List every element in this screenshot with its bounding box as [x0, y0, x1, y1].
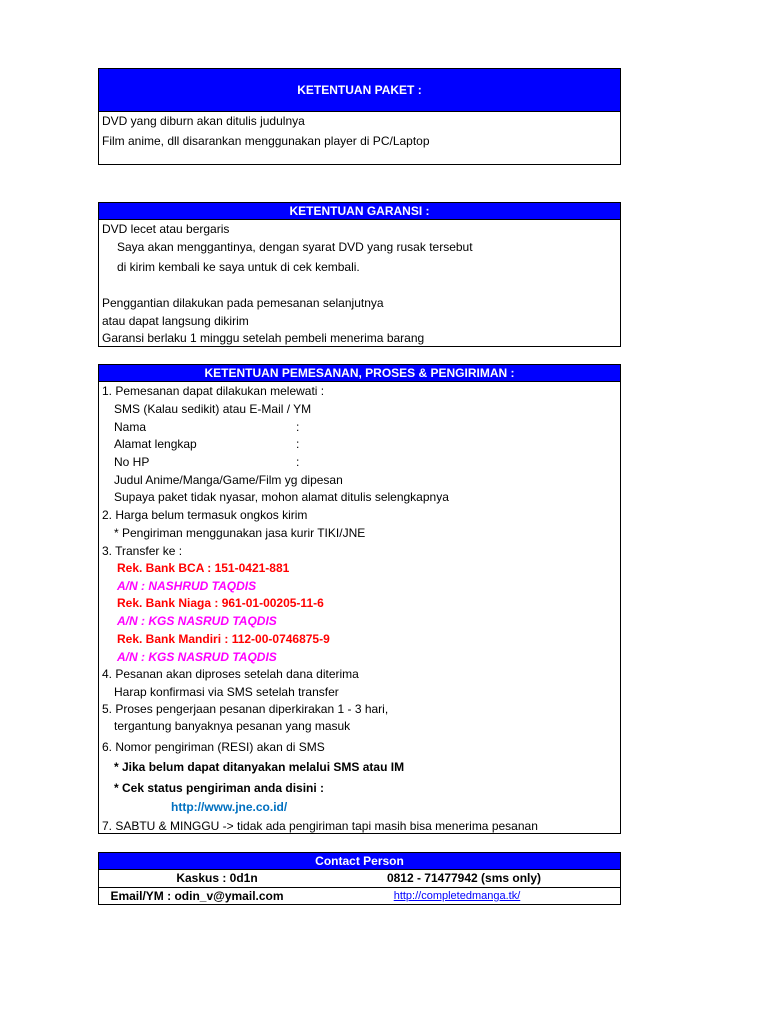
pemesanan-line: 5. Proses pengerjaan pesanan diperkirakan 1 - 3 hari, — [102, 702, 389, 716]
form-field-label: Alamat lengkap — [114, 437, 197, 451]
pemesanan-line: * Jika belum dapat ditanyakan melalui SMS atau IM — [114, 760, 405, 774]
form-field-label: No HP — [114, 455, 150, 469]
paket-line: Film anime, dll disarankan menggunakan player di PC/Laptop — [102, 134, 430, 148]
form-field-label: Nama — [114, 420, 147, 434]
garansi-section — [98, 202, 621, 347]
email-address: Email/YM : odin_v@ymail.com — [110, 889, 284, 903]
garansi-header: KETENTUAN GARANSI : — [99, 203, 620, 220]
paket-section — [98, 68, 621, 165]
paket-header: KETENTUAN PAKET : — [99, 69, 620, 112]
pemesanan-section — [98, 364, 621, 834]
paket-line: DVD yang diburn akan ditulis judulnya — [102, 114, 305, 128]
pemesanan-line: * Cek status pengiriman anda disini : — [114, 781, 325, 795]
pemesanan-line: 6. Nomor pengiriman (RESI) akan di SMS — [102, 740, 325, 754]
contact-row — [99, 887, 620, 905]
contact-row — [99, 869, 620, 887]
garansi-line: Saya akan menggantinya, dengan syarat DVD yang rusak tersebut — [117, 240, 473, 254]
account-name: A/N : KGS NASRUD TAQDIS — [117, 614, 277, 628]
garansi-line: di kirim kembali ke saya untuk di cek kembali. — [117, 260, 360, 274]
garansi-line: Penggantian dilakukan pada pemesanan selanjutnya — [102, 296, 384, 310]
garansi-line: DVD lecet atau bergaris — [102, 222, 230, 236]
contact-header: Contact Person — [99, 853, 620, 870]
pemesanan-header: KETENTUAN PEMESANAN, PROSES & PENGIRIMAN : — [99, 365, 620, 382]
phone-number: 0812 - 71477942 (sms only) — [386, 871, 542, 885]
pemesanan-line: 3. Transfer ke : — [102, 544, 183, 558]
pemesanan-line: SMS (Kalau sedikit) atau E-Mail / YM — [114, 402, 312, 416]
form-field-colon: : — [296, 455, 300, 469]
account-name: A/N : KGS NASRUD TAQDIS — [117, 650, 277, 664]
bank-niaga: Rek. Bank Niaga : 961-01-00205-11-6 — [117, 596, 324, 610]
pemesanan-line: 1. Pemesanan dapat dilakukan melewati : — [102, 384, 325, 398]
garansi-line: Garansi berlaku 1 minggu setelah pembeli menerima barang — [102, 331, 425, 345]
pemesanan-line: Judul Anime/Manga/Game/Film yg dipesan — [114, 473, 343, 487]
pemesanan-line: tergantung banyaknya pesanan yang masuk — [114, 719, 351, 733]
jne-link[interactable]: http://www.jne.co.id/ — [171, 800, 288, 814]
pemesanan-line: * Pengiriman menggunakan jasa kurir TIKI/JNE — [114, 526, 366, 540]
website-link[interactable]: http://completedmanga.tk/ — [393, 890, 521, 902]
pemesanan-line: Harap konfirmasi via SMS setelah transfer — [114, 685, 339, 699]
pemesanan-line: 4. Pesanan akan diproses setelah dana diterima — [102, 667, 359, 681]
form-field-colon: : — [296, 420, 300, 434]
account-name: A/N : NASHRUD TAQDIS — [117, 579, 257, 593]
garansi-line: atau dapat langsung dikirim — [102, 314, 249, 328]
bank-bca: Rek. Bank BCA : 151-0421-881 — [117, 561, 290, 575]
pemesanan-line: Supaya paket tidak nyasar, mohon alamat ditulis selengkapnya — [114, 490, 449, 504]
kaskus-id: Kaskus : 0d1n — [176, 871, 258, 885]
pemesanan-line: 7. SABTU & MINGGU -> tidak ada pengiriman tapi masih bisa menerima pesanan — [102, 819, 538, 833]
form-field-colon: : — [296, 437, 300, 451]
pemesanan-line: 2. Harga belum termasuk ongkos kirim — [102, 508, 308, 522]
contact-section — [98, 852, 621, 905]
bank-mandiri: Rek. Bank Mandiri : 112-00-0746875-9 — [117, 632, 330, 646]
